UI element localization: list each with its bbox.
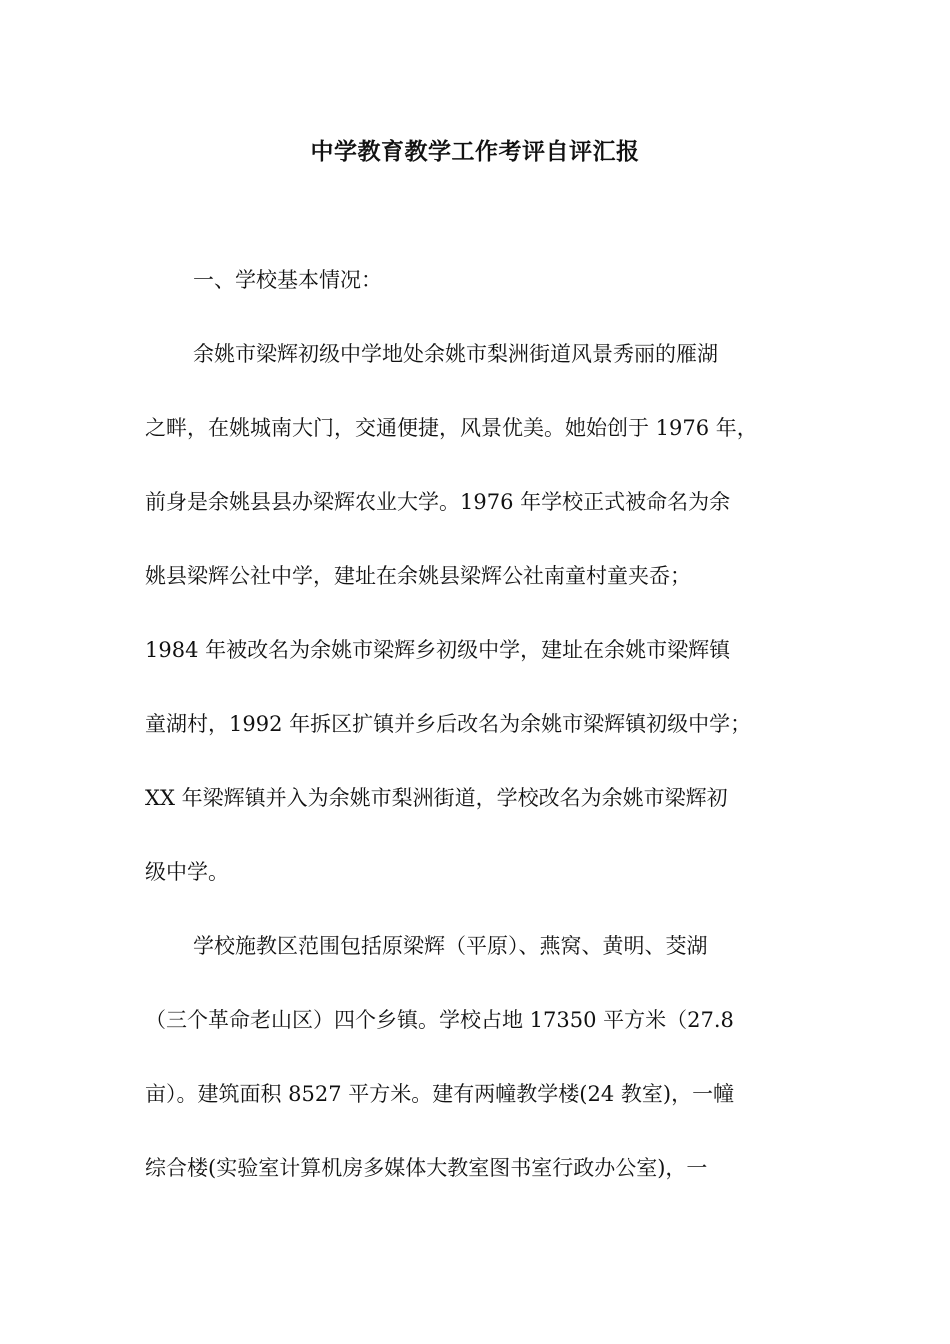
document-title: 中学教育教学工作考评自评汇报 xyxy=(310,138,640,165)
paragraph-1-line-3: 前身是余姚县县办梁辉农业大学。1976 年学校正式被命名为余 xyxy=(145,490,731,514)
paragraph-1-line-5: 1984 年被改名为余姚市梁辉乡初级中学，建址在余姚市梁辉镇 xyxy=(145,638,731,662)
paragraph-1-line-7: XX 年梁辉镇并入为余姚市梨洲街道，学校改名为余姚市梁辉初 xyxy=(145,786,728,810)
section-heading: 一、学校基本情况： xyxy=(193,268,382,292)
paragraph-1-line-2: 之畔，在姚城南大门，交通便捷，风景优美。她始创于 1976 年， xyxy=(145,416,758,440)
paragraph-1-line-6: 童湖村，1992 年拆区扩镇并乡后改名为余姚市梁辉镇初级中学； xyxy=(145,712,752,736)
paragraph-2-line-3: 亩）。建筑面积 8527 平方米。建有两幢教学楼(24 教室)，一幢 xyxy=(145,1082,735,1106)
paragraph-1-line-4: 姚县梁辉公社中学，建址在余姚县梁辉公社南童村童夹岙； xyxy=(145,564,691,588)
paragraph-2-line-1: 学校施教区范围包括原梁辉（平原）、燕窝、黄明、茭湖 xyxy=(193,934,708,958)
paragraph-2-line-4: 综合楼(实验室计算机房多媒体大教室图书室行政办公室)，一 xyxy=(145,1156,708,1180)
paragraph-1-line-8: 级中学。 xyxy=(145,860,229,884)
paragraph-2-line-2: （三个革命老山区）四个乡镇。学校占地 17350 平方米（27.8 xyxy=(145,1008,734,1032)
paragraph-1-line-1: 余姚市梁辉初级中学地处余姚市梨洲街道风景秀丽的雁湖 xyxy=(193,342,718,366)
